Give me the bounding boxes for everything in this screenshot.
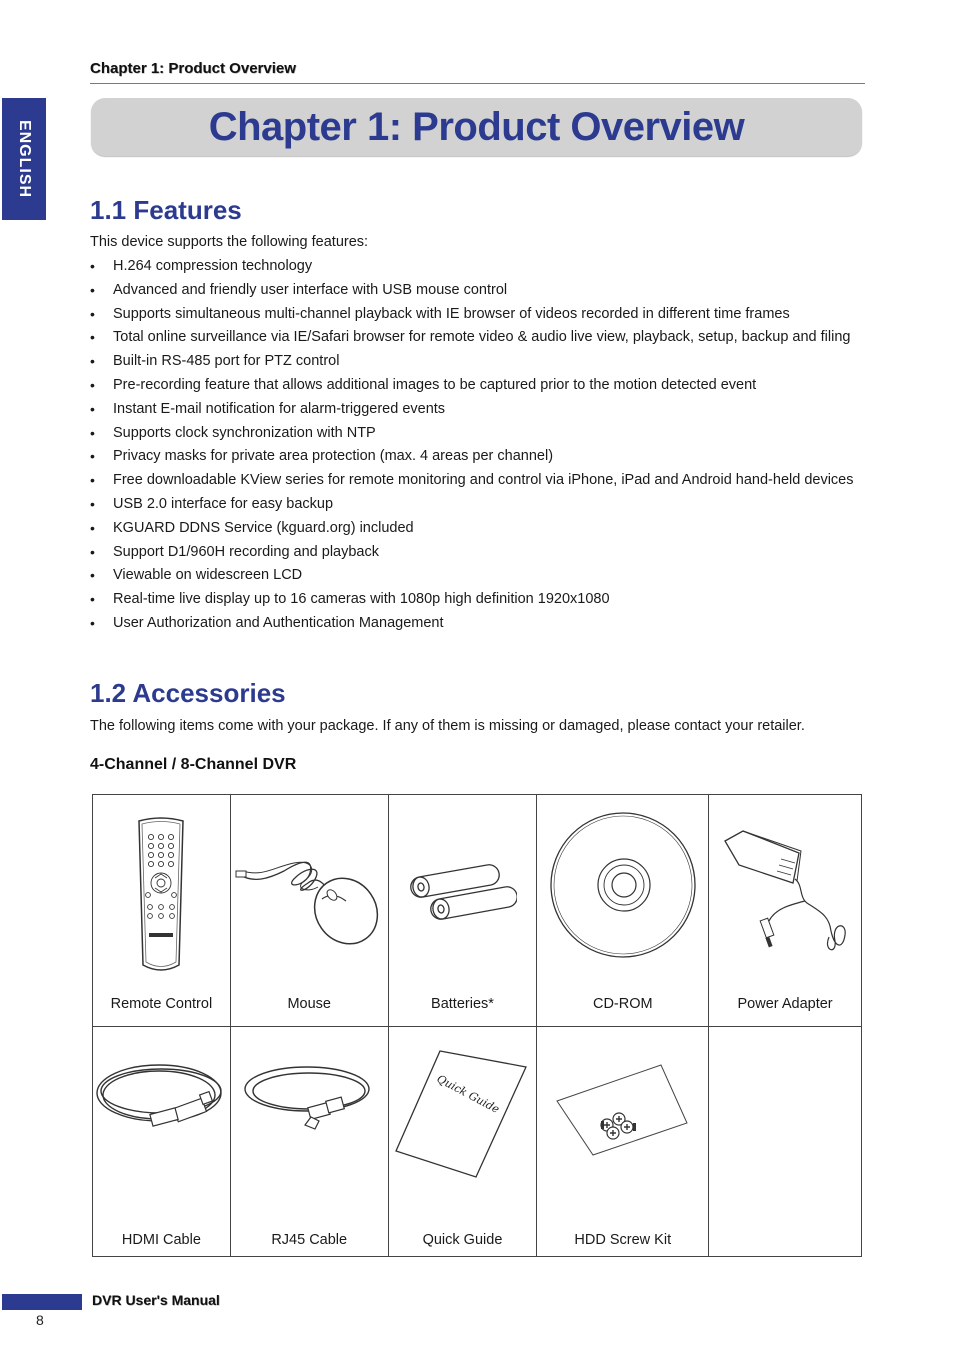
accessories-table: [92, 794, 862, 1257]
accessory-cell: [230, 1027, 388, 1257]
accessory-label: RJ45 Cable: [271, 1232, 348, 1248]
accessories-intro: The following items come with your package. If any of them is missing or damaged, please contact your retailer.: [90, 718, 805, 734]
list-item: • Viewable on widescreen LCD: [90, 564, 853, 588]
list-item: • Advanced and friendly user interface with USB mouse control: [90, 279, 853, 303]
features-list: [90, 255, 853, 636]
list-item: • Privacy masks for private area protection (max. 4 areas per channel): [90, 445, 853, 469]
table-row: [93, 1027, 862, 1257]
list-item: • Supports simultaneous multi-channel playback with IE browser of videos recorded in different time frames: [90, 303, 853, 327]
list-item: • Support D1/960H recording and playback: [90, 541, 853, 565]
accessory-cell-empty: [709, 1027, 862, 1257]
accessories-title: 1.2 Accessories: [90, 678, 286, 708]
quick-guide-icon: [392, 1049, 532, 1179]
list-item: • Instant E-mail notification for alarm-triggered events: [90, 398, 853, 422]
list-item: • H.264 compression technology: [90, 255, 853, 279]
accessories-subhead: 4-Channel / 8-Channel DVR: [90, 756, 297, 773]
footer-bar: [2, 1294, 82, 1310]
list-item: • Total online surveillance via IE/Safari browser for remote video & audio live view, playback, setup, backup and filing: [90, 326, 853, 350]
accessory-cell: [537, 1027, 709, 1257]
header-rule: [90, 83, 865, 84]
hdmi-cable-icon: [93, 1053, 229, 1143]
remote-control-icon: [131, 815, 191, 975]
quick-guide-cover-text: Quick Guide: [435, 1072, 503, 1116]
accessory-cell: [709, 795, 862, 1027]
accessory-label: Remote Control: [110, 996, 213, 1012]
accessory-cell: [537, 795, 709, 1027]
list-item: • USB 2.0 interface for easy backup: [90, 493, 853, 517]
list-item: • Real-time live display up to 16 cameras with 1080p high definition 1920x1080: [90, 588, 853, 612]
power-adapter-icon: [719, 825, 851, 965]
footer-manual-title: DVR User's Manual: [92, 1292, 220, 1308]
list-item: • KGUARD DDNS Service (kguard.org) included: [90, 517, 853, 541]
accessory-label: Mouse: [287, 996, 331, 1012]
list-item: • User Authorization and Authentication Management: [90, 612, 853, 636]
accessory-label: Power Adapter: [737, 996, 833, 1012]
chapter-title: Chapter 1: Product Overview: [208, 105, 745, 149]
accessory-cell: [93, 1027, 231, 1257]
chapter-banner: [91, 98, 862, 156]
features-title: 1.1 Features: [90, 195, 242, 225]
accessory-cell: [93, 795, 231, 1027]
accessory-label: HDMI Cable: [121, 1232, 201, 1248]
features-intro: This device supports the following features:: [90, 234, 369, 250]
accessory-cell: [388, 1027, 537, 1257]
batteries-icon: [407, 859, 517, 939]
accessory-label: CD-ROM: [592, 996, 653, 1012]
language-tab-label: ENGLISH: [16, 119, 33, 199]
accessory-cell: [230, 795, 388, 1027]
mouse-icon: [234, 849, 384, 949]
rj45-cable-icon: [239, 1053, 379, 1143]
accessory-label: Quick Guide: [422, 1232, 503, 1248]
accessory-label: HDD Screw Kit: [574, 1232, 672, 1248]
hdd-screw-kit-icon: [553, 1061, 693, 1161]
list-item: • Free downloadable KView series for remote monitoring and control via iPhone, iPad and Android hand-held devices: [90, 469, 853, 493]
list-item: • Built-in RS-485 port for PTZ control: [90, 350, 853, 374]
list-item: • Pre-recording feature that allows additional images to be captured prior to the motion detected event: [90, 374, 853, 398]
table-row: [93, 795, 862, 1027]
running-header: Chapter 1: Product Overview: [90, 60, 296, 77]
accessory-cell: [388, 795, 537, 1027]
list-item: • Supports clock synchronization with NTP: [90, 422, 853, 446]
accessory-label: Batteries*: [431, 996, 494, 1012]
page-number: 8: [36, 1312, 44, 1328]
cd-rom-icon: [548, 810, 698, 960]
language-tab: [2, 98, 46, 220]
